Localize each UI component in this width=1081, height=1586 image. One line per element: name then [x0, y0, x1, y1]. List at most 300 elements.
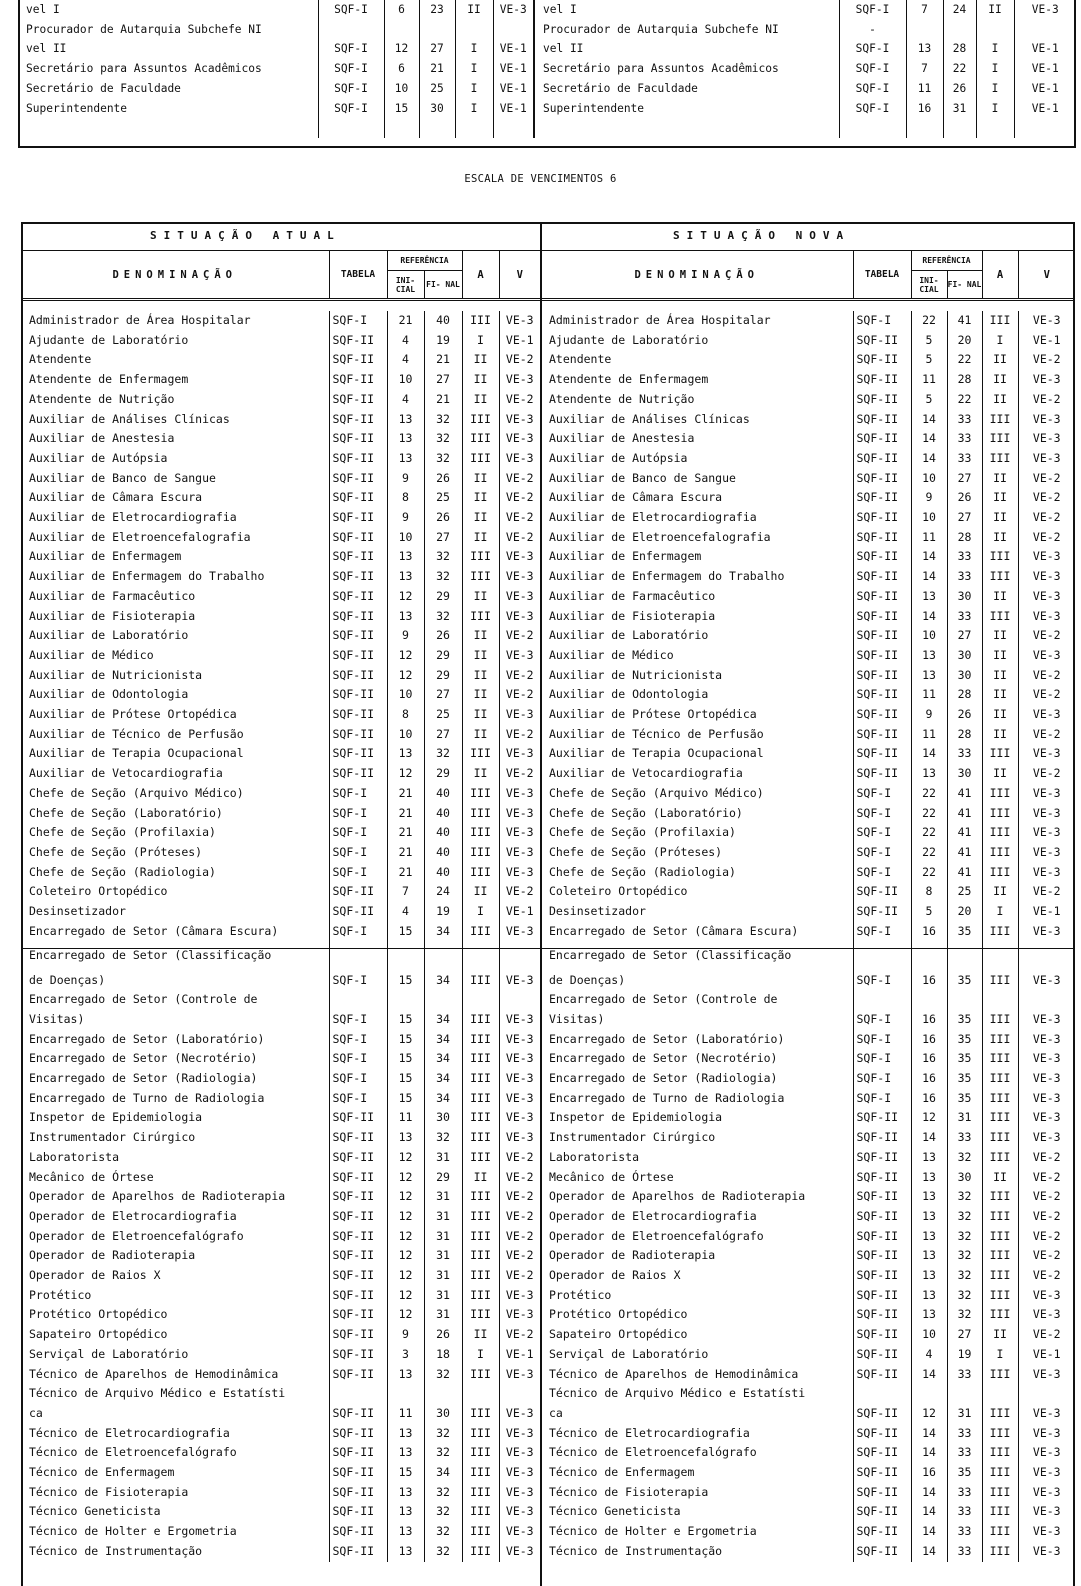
denominacao-cell: Operador de Radioterapia — [29, 1248, 196, 1263]
table-row — [541, 1502, 1075, 1522]
a-cell: III — [982, 1108, 1018, 1128]
table-row — [541, 626, 1075, 646]
ref-inicial-cell: 12 — [387, 1168, 424, 1188]
a-cell: III — [982, 1030, 1018, 1050]
denominacao-cell: Chefe de Seção (Profilaxia) — [549, 825, 736, 840]
denominacao-cell: vel II — [534, 39, 839, 59]
denominacao-cell: de Doenças) — [29, 972, 106, 987]
a-cell: III — [982, 823, 1018, 843]
denominacao-cell: Técnico de Instrumentação — [549, 1543, 723, 1558]
ref-inicial-cell: 12 — [387, 1207, 424, 1227]
col-a: A — [462, 251, 499, 299]
ref-inicial-cell: 5 — [911, 390, 947, 410]
v-cell: VE-3 — [1018, 311, 1075, 331]
table-row — [21, 764, 540, 784]
denominacao-cell: Técnico de Holter e Ergometria — [29, 1524, 237, 1539]
ref-final-cell: 40 — [424, 804, 462, 824]
tabela-cell — [853, 990, 911, 1010]
table-situacao-atual — [21, 311, 540, 1562]
ref-final-cell: 33 — [947, 744, 982, 764]
ref-inicial-cell: 13 — [911, 764, 947, 784]
v-cell: VE-3 — [1018, 1463, 1075, 1483]
v-cell: VE-3 — [499, 784, 540, 804]
denominacao-cell: Auxiliar de Nutricionista — [29, 667, 203, 682]
denominacao-cell: Auxiliar de Odontologia — [549, 687, 709, 702]
denominacao-cell — [18, 118, 318, 138]
ref-inicial-cell: 21 — [387, 843, 424, 863]
a-cell: III — [462, 1365, 499, 1385]
denominacao-cell: Auxiliar de Técnico de Perfusão — [29, 726, 244, 741]
value-cell: SQF-I — [318, 79, 384, 99]
table-row — [21, 410, 540, 430]
table-row — [21, 331, 540, 351]
v-cell: VE-2 — [1018, 1325, 1075, 1345]
denominacao-cell: Técnico de Fisioterapia — [29, 1484, 189, 1499]
denominacao-cell: Encarregado de Setor (Radiologia) — [29, 1071, 258, 1086]
denominacao-cell: Mecânico de Órtese — [549, 1169, 674, 1184]
ref-final-cell: 40 — [424, 784, 462, 804]
v-cell: VE-3 — [499, 1305, 540, 1325]
ref-inicial-cell: 14 — [911, 1542, 947, 1562]
v-cell: VE-3 — [1018, 1522, 1075, 1542]
tabela-cell: SQF-II — [329, 1463, 387, 1483]
denominacao-cell: Auxiliar de Banco de Sangue — [549, 470, 736, 485]
value-cell — [493, 20, 534, 40]
ref-inicial-cell: 4 — [387, 331, 424, 351]
denominacao-cell: Auxiliar de Enfermagem do Trabalho — [29, 569, 265, 584]
col-inicial: INI- CIAL — [387, 271, 424, 299]
tabela-cell: SQF-II — [329, 1305, 387, 1325]
a-cell: II — [462, 469, 499, 489]
ref-final-cell: 32 — [947, 1187, 982, 1207]
a-cell: III — [982, 1069, 1018, 1089]
a-cell: III — [462, 1424, 499, 1444]
ref-final-cell: 33 — [947, 1502, 982, 1522]
a-cell: I — [462, 331, 499, 351]
tabela-cell: SQF-II — [853, 1463, 911, 1483]
tabela-cell: SQF-II — [329, 587, 387, 607]
a-cell: III — [982, 449, 1018, 469]
a-cell: III — [982, 567, 1018, 587]
table-row — [21, 804, 540, 824]
ref-inicial-cell: 14 — [911, 429, 947, 449]
denominacao-cell: Auxiliar de Análises Clínicas — [549, 411, 750, 426]
v-cell — [1018, 990, 1075, 1010]
ref-inicial-cell: 13 — [387, 744, 424, 764]
table-row — [541, 685, 1075, 705]
table-row — [541, 547, 1075, 567]
denominacao-cell: Chefe de Seção (Arquivo Médico) — [549, 785, 764, 800]
top-table-row — [18, 59, 1076, 79]
tabela-cell: SQF-II — [853, 882, 911, 902]
v-cell: VE-3 — [1018, 1069, 1075, 1089]
v-cell: VE-2 — [499, 1187, 540, 1207]
ref-final-cell: 32 — [947, 1207, 982, 1227]
a-cell: II — [982, 370, 1018, 390]
ref-final-cell: 32 — [424, 607, 462, 627]
value-cell: 24 — [943, 0, 976, 20]
table-row — [21, 1246, 540, 1266]
ref-inicial-cell: 9 — [387, 626, 424, 646]
ref-inicial-cell: 13 — [911, 1227, 947, 1247]
table-row — [541, 744, 1075, 764]
a-cell: III — [982, 1246, 1018, 1266]
ref-inicial-cell: 13 — [387, 607, 424, 627]
table-row — [21, 843, 540, 863]
tabela-cell: SQF-II — [329, 1483, 387, 1503]
ref-inicial-cell: 22 — [911, 843, 947, 863]
tabela-cell — [853, 942, 911, 971]
tabela-cell: SQF-II — [853, 646, 911, 666]
a-cell: III — [982, 1502, 1018, 1522]
ref-final-cell: 27 — [947, 508, 982, 528]
ref-final-cell: 33 — [947, 567, 982, 587]
v-cell: VE-2 — [1018, 1148, 1075, 1168]
table-row — [21, 646, 540, 666]
v-cell: VE-3 — [499, 587, 540, 607]
tabela-cell: SQF-I — [329, 1089, 387, 1109]
tabela-cell: SQF-II — [853, 1502, 911, 1522]
denominacao-cell: Auxiliar de Farmacêutico — [549, 588, 716, 603]
tabela-cell: SQF-I — [853, 971, 911, 991]
ref-inicial-cell: 13 — [911, 666, 947, 686]
table-row — [541, 331, 1075, 351]
tabela-cell: SQF-I — [329, 1069, 387, 1089]
ref-final-cell: 28 — [947, 685, 982, 705]
table-row — [21, 390, 540, 410]
table-row — [541, 1148, 1075, 1168]
table-row — [541, 1542, 1075, 1562]
tabela-cell: SQF-II — [853, 902, 911, 922]
a-cell: III — [462, 1227, 499, 1247]
ref-final-cell: 41 — [947, 863, 982, 883]
value-cell: 7 — [906, 59, 943, 79]
v-cell: VE-3 — [1018, 1424, 1075, 1444]
ref-inicial-cell: 12 — [387, 1286, 424, 1306]
table-row — [21, 823, 540, 843]
value-cell: I — [976, 79, 1014, 99]
table-row — [541, 469, 1075, 489]
table-row — [21, 971, 540, 991]
v-cell: VE-2 — [1018, 1227, 1075, 1247]
a-cell: III — [982, 1404, 1018, 1424]
a-cell: II — [462, 882, 499, 902]
ref-inicial-cell: 21 — [387, 863, 424, 883]
table-row — [541, 488, 1075, 508]
value-cell: SQF-I — [839, 39, 906, 59]
a-cell: III — [982, 1305, 1018, 1325]
tabela-cell: SQF-II — [853, 1404, 911, 1424]
a-cell: III — [462, 1089, 499, 1109]
denominacao-cell: Auxiliar de Farmacêutico — [29, 588, 196, 603]
ref-inicial-cell: 11 — [387, 1404, 424, 1424]
value-cell — [906, 118, 943, 138]
tabela-cell: SQF-I — [329, 863, 387, 883]
ref-inicial-cell: 13 — [911, 587, 947, 607]
ref-final-cell: 32 — [424, 429, 462, 449]
a-cell: II — [982, 469, 1018, 489]
value-cell: 30 — [419, 99, 455, 119]
table-row — [541, 607, 1075, 627]
denominacao-cell: Auxiliar de Enfermagem — [549, 549, 702, 564]
ref-inicial-cell: 12 — [387, 1266, 424, 1286]
col-referencia-nova: REFERÊNCIA — [911, 251, 982, 271]
a-cell: II — [462, 1168, 499, 1188]
ref-final-cell: 26 — [424, 1325, 462, 1345]
ref-inicial-cell: 21 — [387, 823, 424, 843]
ref-final-cell — [424, 990, 462, 1010]
tabela-cell: SQF-II — [329, 331, 387, 351]
a-cell: III — [982, 971, 1018, 991]
denominacao-cell: Instrumentador Cirúrgico — [549, 1130, 716, 1145]
table-row — [541, 449, 1075, 469]
tabela-cell: SQF-I — [853, 1010, 911, 1030]
ref-final-cell: 20 — [947, 331, 982, 351]
v-cell: VE-2 — [499, 1246, 540, 1266]
ref-inicial-cell: 12 — [387, 1227, 424, 1247]
table-row — [21, 1305, 540, 1325]
section-separator — [21, 948, 1075, 949]
a-cell — [462, 942, 499, 971]
ref-inicial-cell: 13 — [387, 449, 424, 469]
ref-inicial-cell: 14 — [911, 1424, 947, 1444]
denominacao-cell: Coleteiro Ortopédico — [549, 884, 688, 899]
a-cell: III — [982, 863, 1018, 883]
v-cell: VE-3 — [499, 429, 540, 449]
a-cell: III — [982, 1187, 1018, 1207]
value-cell: SQF-I — [318, 99, 384, 119]
table-row — [541, 1227, 1075, 1247]
v-cell: VE-2 — [499, 685, 540, 705]
table-row — [21, 449, 540, 469]
ref-final-cell: 22 — [947, 390, 982, 410]
table-row — [541, 1325, 1075, 1345]
a-cell: II — [982, 725, 1018, 745]
v-cell: VE-1 — [499, 331, 540, 351]
ref-inicial-cell: 16 — [911, 1463, 947, 1483]
value-cell — [976, 118, 1014, 138]
ref-final-cell — [947, 942, 982, 971]
ref-inicial-cell: 15 — [387, 922, 424, 942]
value-cell: VE-1 — [493, 59, 534, 79]
table-row — [541, 1483, 1075, 1503]
ref-final-cell: 31 — [424, 1227, 462, 1247]
denominacao-cell: Chefe de Seção (Radiologia) — [29, 864, 216, 879]
a-cell: III — [462, 1404, 499, 1424]
ref-final-cell: 32 — [424, 410, 462, 430]
table-row — [21, 942, 540, 971]
ref-inicial-cell: 9 — [911, 488, 947, 508]
v-cell: VE-3 — [499, 744, 540, 764]
ref-final-cell: 33 — [947, 1443, 982, 1463]
denominacao-cell: Técnico de Eletroencefalógrafo — [549, 1445, 757, 1460]
ref-inicial-cell: 15 — [387, 1463, 424, 1483]
table-row — [21, 547, 540, 567]
denominacao-cell: Auxiliar de Técnico de Perfusão — [549, 726, 764, 741]
v-cell: VE-3 — [1018, 1108, 1075, 1128]
denominacao-cell: Operador de Eletrocardiografia — [549, 1208, 757, 1223]
v-cell: VE-3 — [1018, 784, 1075, 804]
tabela-cell: SQF-II — [329, 370, 387, 390]
ref-final-cell: 35 — [947, 1049, 982, 1069]
denominacao-cell: Encarregado de Setor (Controle de — [29, 992, 258, 1007]
tabela-cell: SQF-II — [853, 666, 911, 686]
v-cell: VE-2 — [499, 390, 540, 410]
ref-inicial-cell: 5 — [911, 331, 947, 351]
a-cell: III — [462, 804, 499, 824]
v-cell: VE-2 — [1018, 666, 1075, 686]
v-cell: VE-2 — [499, 1148, 540, 1168]
denominacao-cell: ca — [549, 1405, 563, 1420]
ref-final-cell: 32 — [424, 1542, 462, 1562]
denominacao-cell: Auxiliar de Fisioterapia — [549, 608, 716, 623]
value-cell: 10 — [384, 79, 419, 99]
ref-final-cell: 41 — [947, 784, 982, 804]
tabela-cell: SQF-II — [329, 1148, 387, 1168]
tabela-cell: SQF-I — [853, 922, 911, 942]
ref-final-cell: 32 — [424, 1128, 462, 1148]
ref-final-cell: 31 — [947, 1108, 982, 1128]
value-cell: VE-1 — [1014, 99, 1076, 119]
ref-inicial-cell: 12 — [387, 587, 424, 607]
a-cell: II — [462, 685, 499, 705]
a-cell: II — [982, 705, 1018, 725]
v-cell: VE-2 — [499, 1325, 540, 1345]
denominacao-cell: Encarregado de Setor (Classificação — [549, 948, 792, 963]
v-cell: VE-3 — [499, 1483, 540, 1503]
a-cell: II — [462, 1325, 499, 1345]
tabela-cell: SQF-II — [853, 725, 911, 745]
a-cell: III — [462, 823, 499, 843]
table-row — [541, 882, 1075, 902]
table-caption: ESCALA DE VENCIMENTOS 6 — [464, 173, 617, 185]
ref-final-cell: 31 — [947, 1404, 982, 1424]
value-cell: I — [455, 59, 493, 79]
table-row — [541, 1365, 1075, 1385]
value-cell: 22 — [943, 59, 976, 79]
ref-inicial-cell: 8 — [387, 488, 424, 508]
header-atual-columns — [21, 250, 540, 299]
tabela-cell: SQF-II — [853, 1424, 911, 1444]
tabela-cell: SQF-II — [853, 1187, 911, 1207]
value-cell: SQF-I — [839, 99, 906, 119]
v-cell: VE-3 — [499, 370, 540, 390]
ref-inicial-cell — [387, 990, 424, 1010]
denominacao-cell: Chefe de Seção (Próteses) — [29, 844, 203, 859]
v-cell: VE-3 — [499, 1522, 540, 1542]
v-cell: VE-3 — [1018, 863, 1075, 883]
ref-final-cell: 32 — [424, 1522, 462, 1542]
table-row — [541, 1089, 1075, 1109]
value-cell: I — [976, 59, 1014, 79]
denominacao-cell: Chefe de Seção (Arquivo Médico) — [29, 785, 244, 800]
v-cell: VE-3 — [1018, 971, 1075, 991]
v-cell: VE-2 — [1018, 764, 1075, 784]
table-row — [21, 1404, 540, 1424]
denominacao-cell: Auxiliar de Fisioterapia — [29, 608, 196, 623]
ref-inicial-cell: 22 — [911, 784, 947, 804]
v-cell: VE-3 — [499, 843, 540, 863]
v-cell: VE-3 — [1018, 843, 1075, 863]
ref-inicial-cell: 9 — [387, 1325, 424, 1345]
value-cell: 28 — [943, 39, 976, 59]
ref-final-cell: 31 — [424, 1286, 462, 1306]
a-cell: III — [462, 1502, 499, 1522]
v-cell: VE-3 — [499, 1128, 540, 1148]
denominacao-cell: Procurador de Autarquia Subchefe NI — [26, 22, 262, 36]
denominacao-cell: Secretário de Faculdade — [534, 79, 839, 99]
ref-final-cell: 25 — [947, 882, 982, 902]
denominacao-cell: Encarregado de Setor (Câmara Escura) — [549, 923, 799, 938]
table-row — [541, 705, 1075, 725]
denominacao-cell: Atendente de Enfermagem — [549, 372, 709, 387]
table-row — [541, 843, 1075, 863]
denominacao-cell: Encarregado de Setor (Necrotério) — [29, 1051, 258, 1066]
tabela-cell: SQF-II — [329, 705, 387, 725]
tabela-cell: SQF-II — [329, 429, 387, 449]
tabela-cell: SQF-II — [329, 469, 387, 489]
denominacao-cell: Sapateiro Ortopédico — [549, 1327, 688, 1342]
ref-final-cell: 34 — [424, 1049, 462, 1069]
ref-inicial-cell: 15 — [387, 1049, 424, 1069]
denominacao-cell: Encarregado de Setor (Laboratório) — [29, 1031, 265, 1046]
value-cell — [384, 118, 419, 138]
ref-inicial-cell: 22 — [911, 823, 947, 843]
tabela-cell: SQF-II — [329, 646, 387, 666]
tabela-cell: SQF-II — [329, 626, 387, 646]
col-final-nova: FI- NAL — [947, 271, 982, 299]
value-cell: 13 — [906, 39, 943, 59]
a-cell: III — [462, 449, 499, 469]
a-cell: III — [982, 1286, 1018, 1306]
ref-inicial-cell: 13 — [387, 1502, 424, 1522]
table-row — [541, 1463, 1075, 1483]
ref-inicial-cell: 14 — [911, 1365, 947, 1385]
ref-inicial-cell: 14 — [911, 1502, 947, 1522]
v-cell: VE-3 — [1018, 370, 1075, 390]
v-cell: VE-3 — [499, 1404, 540, 1424]
table-row — [21, 902, 540, 922]
table-row — [21, 1207, 540, 1227]
denominacao-cell: Técnico de Arquivo Médico e Estatísti — [549, 1386, 806, 1401]
ref-final-cell: 35 — [947, 1463, 982, 1483]
tabela-cell: SQF-II — [329, 1542, 387, 1562]
a-cell: III — [462, 1128, 499, 1148]
a-cell: II — [462, 646, 499, 666]
table-row — [21, 666, 540, 686]
value-cell: 7 — [906, 0, 943, 20]
ref-final-cell: 32 — [424, 449, 462, 469]
ref-final-cell: 41 — [947, 804, 982, 824]
ref-inicial-cell: 21 — [387, 804, 424, 824]
denominacao-cell: Procurador de Autarquia Subchefe NI — [534, 20, 839, 40]
table-row — [21, 1522, 540, 1542]
a-cell: III — [462, 1010, 499, 1030]
denominacao-cell: Operador de Eletroencefalógrafo — [549, 1228, 764, 1243]
tabela-cell: SQF-II — [853, 1542, 911, 1562]
a-cell: II — [982, 587, 1018, 607]
ref-inicial-cell — [387, 1384, 424, 1404]
ref-inicial-cell: 8 — [387, 705, 424, 725]
v-cell: VE-3 — [1018, 1404, 1075, 1424]
tabela-cell: SQF-II — [853, 744, 911, 764]
tabela-cell: SQF-II — [853, 1345, 911, 1365]
table-row — [541, 1069, 1075, 1089]
v-cell: VE-3 — [1018, 1443, 1075, 1463]
v-cell: VE-3 — [1018, 410, 1075, 430]
table-row — [21, 1463, 540, 1483]
denominacao-cell: Desinsetizador — [549, 904, 646, 919]
